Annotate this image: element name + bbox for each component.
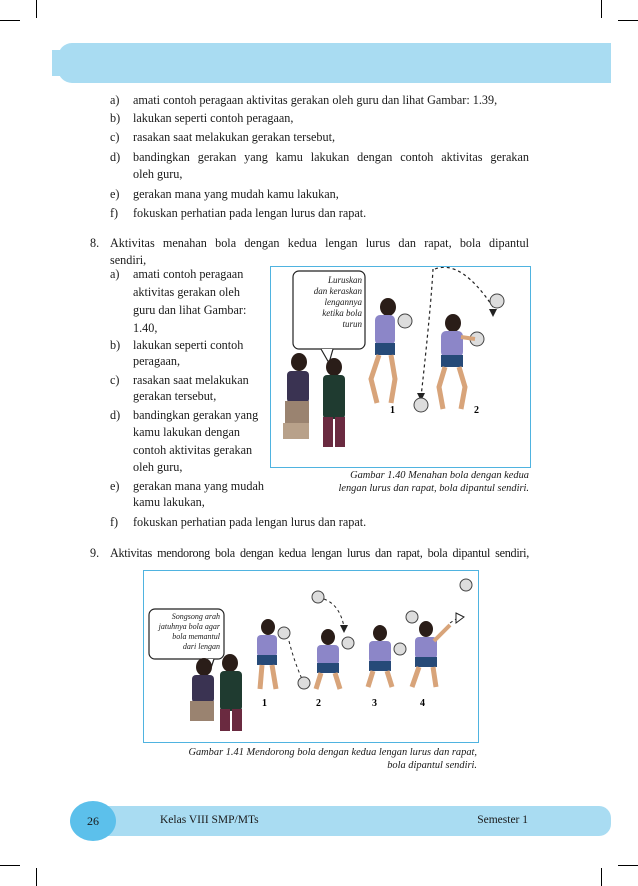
crop-mark bbox=[36, 0, 37, 18]
list-item-text: oleh guru, bbox=[133, 167, 183, 181]
sub-label: b) bbox=[110, 338, 121, 352]
bubble-line: bola memantul bbox=[172, 632, 220, 641]
footer-class: Kelas VIII SMP/MTs bbox=[160, 814, 259, 826]
list-item-label: f) bbox=[110, 206, 119, 220]
item-text: sendiri, bbox=[110, 253, 147, 267]
sub-text: rasakan saat melakukan bbox=[133, 373, 249, 387]
crop-mark bbox=[618, 20, 638, 21]
sub-text: peragaan, bbox=[133, 354, 181, 368]
item-number: 9. bbox=[90, 546, 100, 560]
sub-text: gerakan tersebut, bbox=[133, 389, 217, 403]
step-label: 4 bbox=[420, 698, 425, 709]
bubble-line: Songsong arah bbox=[171, 612, 220, 621]
sub-text: lakukan seperti contoh bbox=[133, 338, 244, 352]
sub-text: aktivitas gerakan oleh bbox=[133, 285, 240, 299]
step-label: 3 bbox=[372, 698, 377, 709]
sub-label: c) bbox=[110, 373, 120, 387]
step-label: 1 bbox=[262, 698, 267, 709]
sub-text: gerakan mana yang mudah bbox=[133, 479, 264, 493]
step-label: 2 bbox=[474, 405, 479, 416]
sub-text: 1.40, bbox=[133, 321, 158, 335]
crop-mark bbox=[0, 20, 20, 21]
list-item-label: e) bbox=[110, 187, 120, 201]
figure-1-41 bbox=[143, 570, 479, 743]
crop-mark bbox=[601, 0, 602, 18]
bubble-line: ketika bola bbox=[322, 308, 362, 318]
crop-mark bbox=[36, 868, 37, 886]
caption-line: bola dipantul sendiri. bbox=[387, 760, 477, 771]
figure-1-41-illustration bbox=[144, 571, 478, 742]
caption-line: Gambar 1.40 Menahan bola dengan kedua bbox=[350, 470, 529, 481]
step-label: 2 bbox=[316, 698, 321, 709]
list-item-label: b) bbox=[110, 111, 121, 125]
speech-bubble-text bbox=[150, 612, 220, 652]
caption-line: lengan lurus dan rapat, bola dipantul sendiri. bbox=[338, 483, 529, 494]
sub-label: a) bbox=[110, 267, 120, 281]
bubble-line: jatuhnya bola agar bbox=[158, 622, 220, 631]
bubble-line: Luruskan bbox=[327, 275, 362, 285]
bubble-line: dari lengan bbox=[182, 642, 220, 651]
list-item-text: amati contoh peragaan aktivitas gerakan oleh guru dan lihat Gambar: 1.39, bbox=[133, 93, 498, 107]
item-text: Aktivitas menahan bola dengan kedua lengan lurus dan rapat, bola dipantul bbox=[110, 236, 529, 250]
list-item-text: fokuskan perhatian pada lengan lurus dan rapat. bbox=[133, 206, 367, 220]
footer-bar bbox=[78, 806, 611, 836]
crop-mark bbox=[601, 868, 602, 886]
step-label: 1 bbox=[390, 405, 395, 416]
sub-text: kamu lakukan dengan bbox=[133, 425, 240, 439]
item-text: Aktivitas mendorong bola dengan kedua lengan lurus dan rapat, bola dipantul sendiri, bbox=[110, 546, 529, 560]
page-number: 26 bbox=[87, 814, 99, 828]
item-number: 8. bbox=[90, 236, 100, 250]
sub-label: d) bbox=[110, 408, 121, 422]
sub-text: guru dan lihat Gambar: bbox=[133, 303, 247, 317]
list-item-label: a) bbox=[110, 93, 120, 107]
sub-text: fokuskan perhatian pada lengan lurus dan rapat. bbox=[133, 515, 367, 529]
sub-text: kamu lakukan, bbox=[133, 495, 205, 509]
figure-caption bbox=[300, 469, 529, 495]
caption-line: Gambar 1.41 Mendorong bola dengan kedua lengan lurus dan rapat, bbox=[188, 747, 477, 758]
list-item-label: c) bbox=[110, 130, 120, 144]
bubble-line: turun bbox=[342, 319, 362, 329]
figure-caption bbox=[150, 746, 477, 772]
sub-text: bandingkan gerakan yang bbox=[133, 408, 259, 422]
list-item-text: bandingkan gerakan yang kamu lakukan dengan contoh aktivitas gerakan bbox=[133, 150, 529, 164]
sub-text: amati contoh peragaan bbox=[133, 267, 244, 281]
sub-text: contoh aktivitas gerakan bbox=[133, 443, 253, 457]
list-item-text: lakukan seperti contoh peragaan, bbox=[133, 111, 294, 125]
list-item-text: rasakan saat melakukan gerakan tersebut, bbox=[133, 130, 336, 144]
header-banner bbox=[58, 43, 611, 83]
list-item-text: gerakan mana yang mudah kamu lakukan, bbox=[133, 187, 339, 201]
bubble-line: lengannya bbox=[324, 297, 362, 307]
list-item-label: d) bbox=[110, 150, 121, 164]
crop-mark bbox=[0, 865, 20, 866]
footer-semester: Semester 1 bbox=[477, 814, 528, 826]
crop-mark bbox=[618, 865, 638, 866]
sub-label: f) bbox=[110, 515, 119, 529]
speech-bubble-text bbox=[294, 275, 362, 330]
sub-text: oleh guru, bbox=[133, 460, 183, 474]
sub-label: e) bbox=[110, 479, 120, 493]
bubble-line: dan keraskan bbox=[313, 286, 362, 296]
